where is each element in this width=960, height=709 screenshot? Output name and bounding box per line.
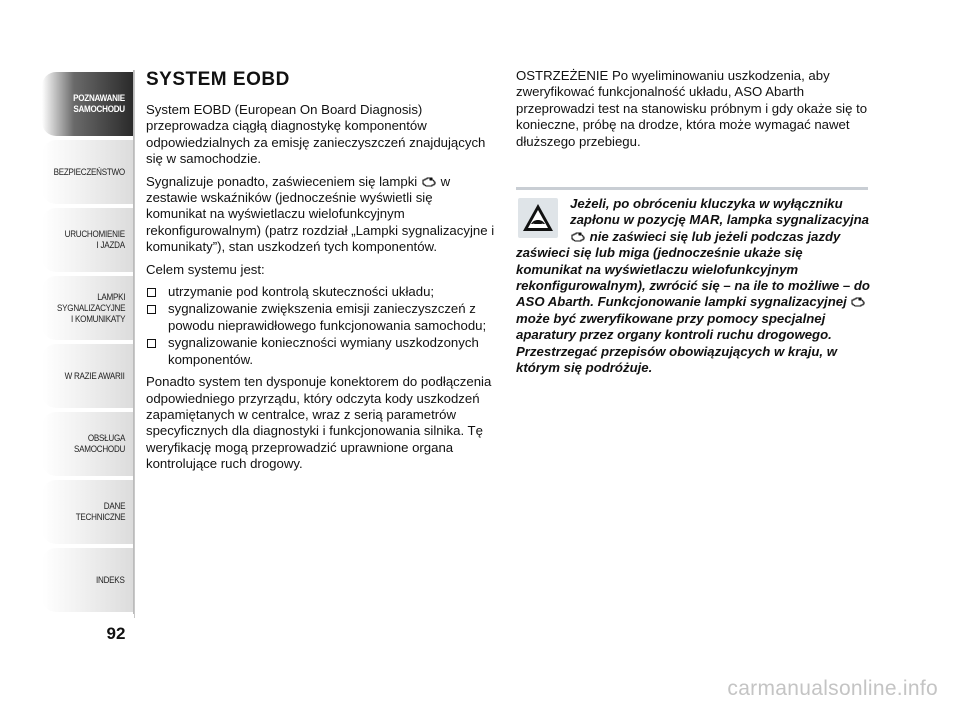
tab-obsluga-samochodu[interactable] [42,410,134,478]
tab-label: BEZPIECZEŃSTWO [53,166,125,178]
warning-text-end: może być zweryfikowane przy pomocy specjalnej aparatury przez organy kontroli ruchu drogowego. Przestrzegać przepisów obowiązujących w kraju, w którym się podróżuje. [516,310,837,376]
signal-text-end: w zestawie wskaźników (jednocześnie wyświetli się komunikat na wyświetlaczu wielofunkcyjnym rekonfigurowalnym) (patrz rozdział „Lampki sygnalizacyjne i komunikaty”), stan uszkodzeń tych komponentów. [146,173,495,255]
tab-bezpieczenstwo[interactable] [42,138,134,206]
notice-paragraph: OSTRZEŻENIE Po wyeliminowaniu uszkodzenia, aby zweryfikować funkcjonalność układu, ASO Abarth przeprowadzi test na stanowisku próbnym i gdy okaże się to konieczne, próbę na drodze, która może wymagać nawet dłuższego przebiegu. [516,68,868,149]
tab-poznawanie-samochodu[interactable] [42,70,134,138]
list-item: utrzymanie pod kontrolą skuteczności układu; [146,284,496,300]
engine-check-icon [571,231,585,242]
tab-label: LAMPKI SYGNALIZACYJNE I KOMUNIKATY [56,291,125,325]
warning-triangle-icon [518,198,558,238]
tab-indeks[interactable] [42,546,134,614]
warning-text-start: Jeżeli, po obróceniu kluczyka w wyłączniku zapłonu w pozycję MAR, lampka sygnalizacyjna [570,196,869,228]
engine-check-icon [422,176,436,187]
engine-check-icon [851,296,865,307]
tab-dane-techniczne[interactable] [42,478,134,546]
tab-label: POZNAWANIE SAMOCHODU [73,93,125,115]
tab-lampki-sygnalizacyjne[interactable] [42,274,134,342]
tab-label: URUCHOMIENIE I JAZDA [64,229,125,251]
signal-paragraph [146,174,496,256]
list-item: sygnalizowanie konieczności wymiany uszkodzonych komponentów. [146,335,496,368]
chapter-tabs [42,70,134,614]
goal-list [146,284,496,368]
warning-divider [516,187,868,190]
signal-text-start: Sygnalizuje ponadto, zaświeceniem się lampki [146,173,418,189]
goal-intro: Celem systemu jest: [146,261,265,277]
tab-label: W RAZIE AWARII [65,370,125,382]
list-item: sygnalizowanie zwiększenia emisji zanieczyszczeń z powodu nieprawidłowego funkcjonowania samochodu; [146,301,496,334]
tab-uruchomienie-i-jazda[interactable] [42,206,134,274]
warning-box [516,196,872,376]
tab-w-razie-awarii[interactable] [42,342,134,410]
tab-label: OBSŁUGA SAMOCHODU [73,433,125,455]
sidebar-divider [134,70,135,618]
warning-text-middle: nie zaświeci się lub jeżeli podczas jazdy zaświeci się lub miga (jednocześnie ukaże się komunikat na wyświetlaczu wielofunkcyjnym rekonfigurowalnym), zwrócić się – na ile to możliwe – do ASO Abarth. Funkcjonowanie lampki sygnalizacyjnej [516,228,870,310]
right-column [516,68,872,150]
connector-paragraph: Ponadto system ten dysponuje konektorem do podłączenia odpowiedniego przyrządu, który odczyta kody uszkodzeń zapamiętanych w centralce, wraz z serią parametrów specyficznych dla diagnostyki i funkcjonowania silnika. Tę weryfikację mogą przeprowadzić uprawnione organa kontrolujące ruch drogowy. [146,374,492,472]
left-column [146,68,496,479]
tab-label: DANE TECHNICZNE [75,501,125,523]
intro-paragraph: System EOBD (European On Board Diagnosis) przeprowadza ciągłą diagnostykę komponentów odpowiedzialnych za emisję zanieczyszczeń znajdujących się w samochodzie. [146,102,486,167]
tab-label: INDEKS [96,574,125,586]
watermark: carmanualsonline.info [727,677,938,700]
section-heading: SYSTEM EOBD [146,69,290,90]
page-number: 92 [106,624,126,643]
